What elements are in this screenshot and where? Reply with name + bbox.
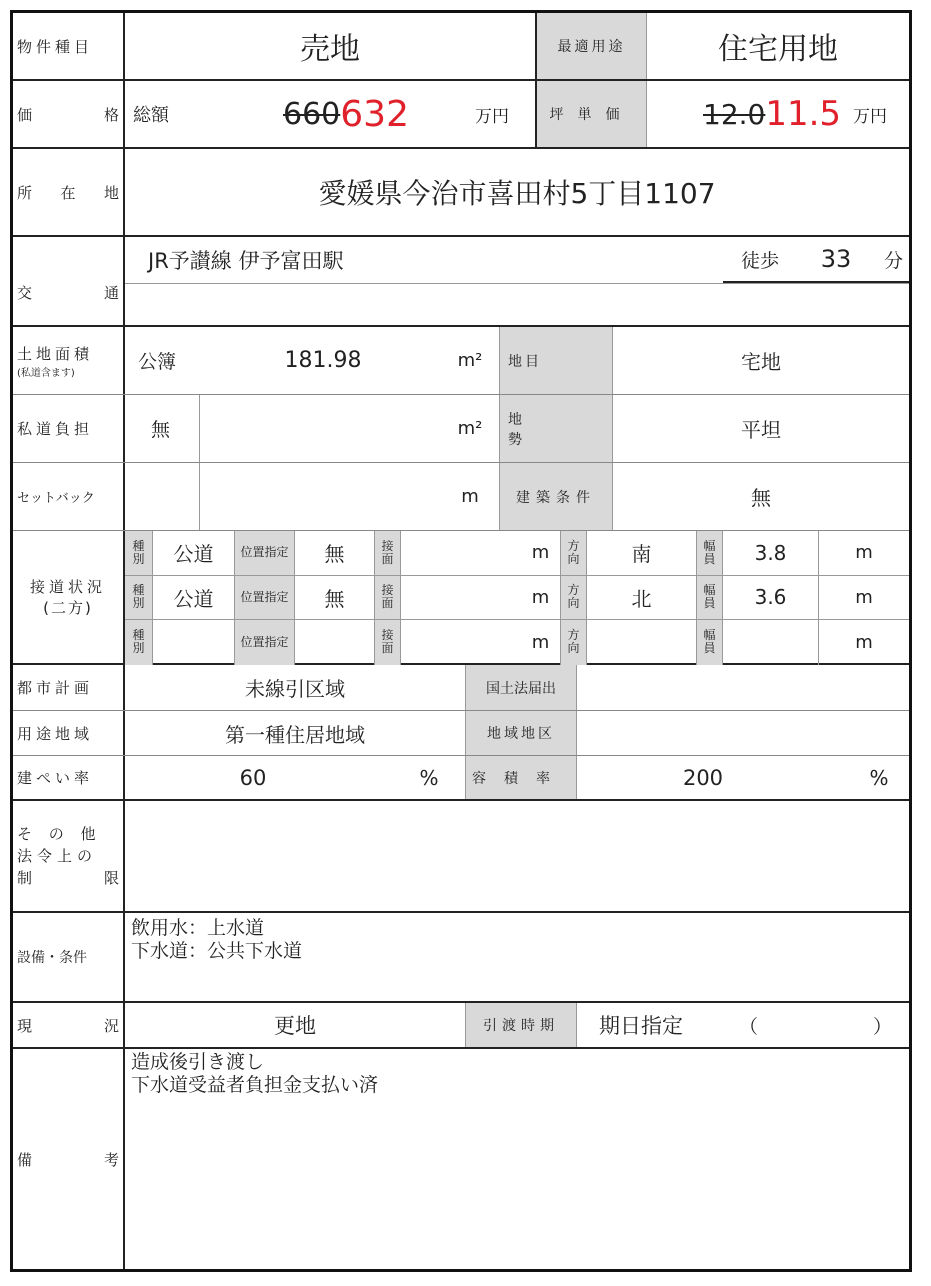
price-unit: 万円 [475, 106, 509, 127]
row-price [13, 81, 909, 149]
road-row [125, 531, 909, 576]
setback-divider [199, 463, 200, 530]
setback-unit: m [461, 486, 479, 507]
far-unit: % [869, 765, 889, 790]
facilities-line2: 下水道：公共下水道 [131, 940, 303, 962]
road-pos [295, 620, 375, 665]
far-label: 容積率 [465, 756, 577, 799]
tsubo-label: 坪単価 [535, 81, 647, 147]
road-width [723, 620, 819, 665]
road-faceunit: m [521, 576, 561, 620]
facilities-label: 設備・条件 [13, 913, 125, 1001]
road-faceunit: m [521, 531, 561, 575]
road-label-a: 接道状況 [29, 578, 106, 596]
remarks-label-b: 考 [103, 1150, 119, 1169]
other-law-l1: そ の 他 [17, 825, 102, 843]
road-col-label: 接面 [375, 620, 401, 665]
location-label-a: 所 [17, 183, 33, 202]
price-new: 632 [340, 93, 409, 135]
remarks-label-a: 備 [17, 1150, 33, 1169]
other-law-l2: 法令上の [17, 847, 98, 865]
kokudo-value [577, 665, 909, 710]
road-dir: 南 [587, 531, 697, 575]
tsubo-unit: 万円 [853, 106, 887, 127]
other-law-l3b: 限 [103, 869, 119, 887]
handover-paren-close: ） [873, 1015, 893, 1038]
remarks-label [13, 1049, 125, 1269]
other-law-l3a: 制 [17, 869, 33, 887]
transport-divider [125, 283, 909, 284]
road-col-label: 位置指定 [235, 620, 295, 665]
price-label-b: 格 [103, 105, 119, 124]
far-value: 200 [682, 765, 724, 790]
private-road-divider [199, 395, 200, 462]
road-width: 3.6 [723, 576, 819, 620]
location-label-b: 在 [60, 183, 76, 202]
row-land-area [13, 327, 909, 395]
remarks-line2: 下水道受益者負担金支払い済 [131, 1074, 379, 1096]
row-city-plan [13, 665, 909, 711]
road-col-label: 接面 [375, 576, 401, 620]
chimoku-value: 宅地 [741, 350, 781, 374]
coverage-value: 60 [239, 765, 267, 790]
road-col-label: 種別 [125, 620, 153, 665]
row-facilities [13, 913, 909, 1003]
location-value: 愛媛県今治市喜田村5丁目1107 [318, 177, 716, 210]
chisei-value: 平坦 [741, 418, 781, 442]
road-wunit: m [855, 542, 873, 564]
build-cond-value: 無 [751, 486, 771, 510]
district-value [577, 711, 909, 755]
road-label-b: (二方) [43, 599, 93, 617]
transport-label-a: 交 [17, 284, 33, 302]
price-label-a: 価 [17, 105, 33, 124]
transport-label [13, 237, 125, 325]
kokudo-label: 国土法届出 [465, 665, 577, 710]
private-road-unit: m² [457, 418, 483, 439]
road-dir: 北 [587, 576, 697, 620]
tsubo-new: 11.5 [765, 94, 842, 134]
road-col-label: 位置指定 [235, 576, 295, 620]
walk-box [723, 237, 909, 283]
road-pos: 無 [295, 531, 375, 575]
road-face [401, 531, 521, 575]
road-type: 公道 [153, 531, 235, 575]
road-width: 3.8 [723, 531, 819, 575]
handover-label: 引渡時期 [465, 1003, 577, 1047]
property-type-value: 売地 [300, 32, 360, 67]
price-label [13, 81, 125, 147]
road-col-label: 接面 [375, 531, 401, 575]
road-col-label: 幅員 [697, 531, 723, 575]
row-remarks [13, 1049, 909, 1269]
transport-line: JR予讃線 伊予富田駅 [148, 249, 344, 273]
road-dir [587, 620, 697, 665]
district-label: 地域地区 [465, 711, 577, 755]
road-face [401, 620, 521, 665]
road-col-label: 種別 [125, 531, 153, 575]
facilities-text [131, 913, 909, 1001]
row-location [13, 149, 909, 237]
status-label [13, 1003, 125, 1047]
status-value: 更地 [274, 1014, 316, 1038]
road-row [125, 620, 909, 665]
road-col-label: 幅員 [697, 620, 723, 665]
property-sheet [10, 10, 912, 1272]
zoning-value: 第一種住居地域 [225, 722, 365, 747]
walk-unit: 分 [883, 249, 903, 272]
coverage-unit: % [419, 765, 439, 790]
row-coverage [13, 756, 909, 801]
best-use-label: 最適用途 [535, 13, 647, 79]
tsubo-old: 12.0 [703, 97, 766, 131]
chisei-label: 地勢 [499, 395, 613, 462]
city-plan-label: 都市計画 [13, 665, 125, 710]
road-col-label: 幅員 [697, 576, 723, 620]
status-label-a: 現 [17, 1016, 33, 1035]
tsubo-values [703, 81, 863, 147]
row-zoning [13, 711, 909, 756]
setback-label: セットバック [13, 463, 125, 530]
walk-label: 徒歩 [741, 249, 780, 272]
handover-paren-open: （ [739, 1015, 759, 1038]
best-use-value: 住宅用地 [718, 32, 838, 67]
road-col-label: 位置指定 [235, 531, 295, 575]
coverage-label: 建ぺい率 [13, 756, 125, 799]
land-area-label [13, 327, 125, 394]
land-area-kind: 公簿 [138, 351, 177, 373]
row-other-law [13, 801, 909, 913]
road-col-label: 種別 [125, 576, 153, 620]
build-cond-label: 建築条件 [499, 463, 613, 530]
status-label-b: 況 [103, 1016, 119, 1035]
location-label [13, 149, 125, 235]
road-row [125, 576, 909, 621]
zoning-label: 用途地域 [13, 711, 125, 755]
chimoku-label: 地目 [499, 327, 613, 394]
private-road-value: 無 [151, 419, 171, 441]
transport-label-b: 通 [103, 284, 119, 302]
row-road-access [13, 531, 909, 665]
walk-minutes: 33 [820, 245, 852, 273]
city-plan-value: 未線引区域 [245, 677, 345, 701]
private-road-label: 私道負担 [13, 395, 125, 462]
row-status [13, 1003, 909, 1049]
other-law-l3 [17, 867, 119, 889]
road-col-label: 方向 [561, 531, 587, 575]
road-pos: 無 [295, 576, 375, 620]
row-property-type [13, 13, 909, 81]
land-area-label-main: 土地面積 [17, 344, 94, 363]
other-law-label [13, 801, 125, 911]
price-values [283, 81, 473, 147]
handover-value: 期日指定 [599, 1014, 683, 1038]
row-private-road [13, 395, 909, 463]
facilities-line1: 飲用水：上水道 [131, 917, 265, 939]
location-label-c: 地 [103, 183, 119, 202]
remarks-text [131, 1049, 909, 1269]
road-type [153, 620, 235, 665]
total-label: 総額 [133, 105, 169, 126]
property-type-label: 物件種目 [13, 13, 125, 79]
row-transport [13, 237, 909, 327]
remarks-line1: 造成後引き渡し [131, 1051, 265, 1073]
other-law-value [125, 801, 909, 911]
road-wunit: m [855, 631, 873, 653]
road-faceunit: m [521, 620, 561, 665]
road-face [401, 576, 521, 620]
land-area-label-sub: (私道含ます) [17, 367, 75, 379]
row-setback [13, 463, 909, 531]
price-old: 660 [283, 96, 341, 132]
road-wunit: m [855, 586, 873, 608]
road-type: 公道 [153, 576, 235, 620]
road-col-label: 方向 [561, 576, 587, 620]
road-label [13, 531, 125, 663]
road-col-label: 方向 [561, 620, 587, 665]
land-area-value: 181.98 [284, 348, 362, 373]
land-area-unit: m² [457, 350, 483, 371]
